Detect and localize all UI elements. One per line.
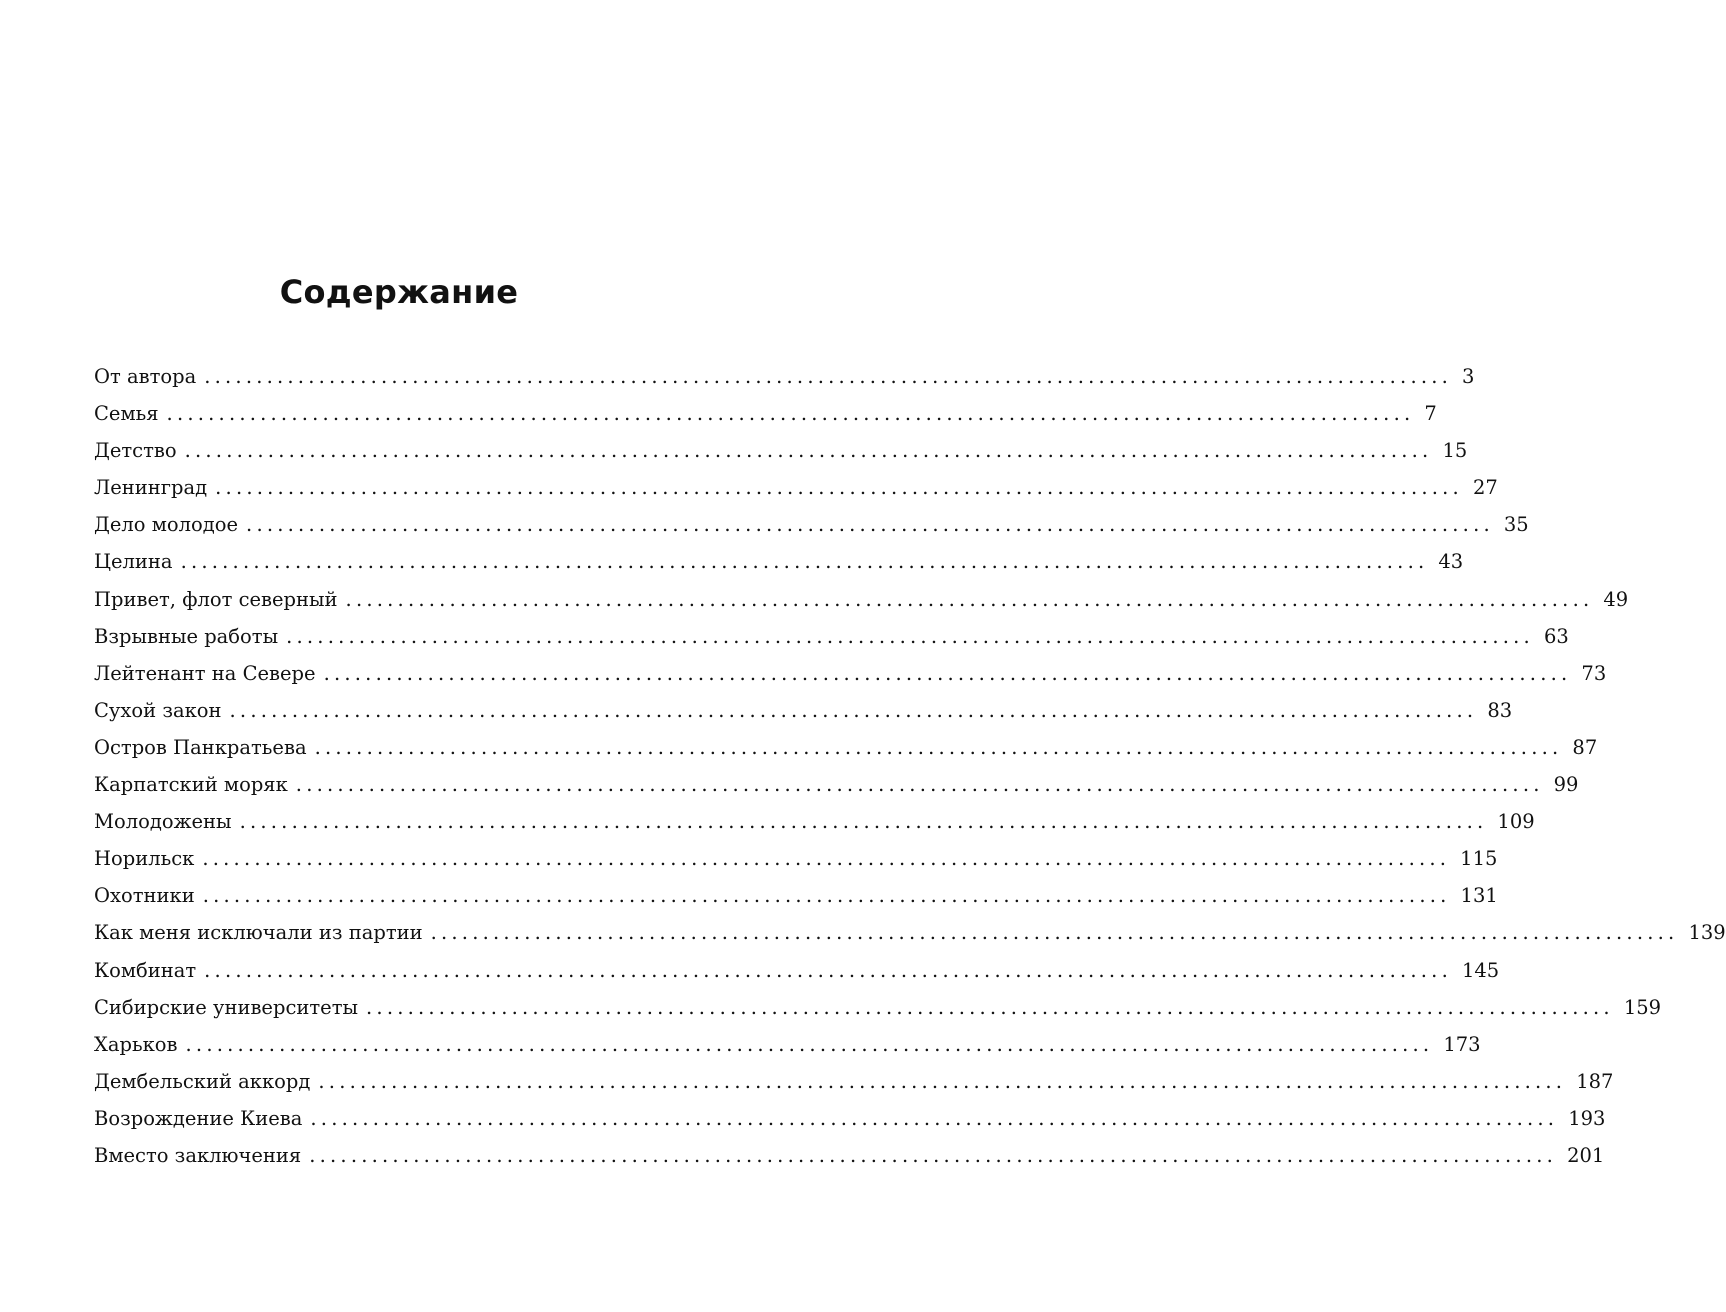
dot-leader: ........................................................................................................................ — [295, 773, 1544, 797]
toc-entry-title: Ленинград — [94, 476, 208, 500]
dot-leader: ........................................................................................................................ — [318, 1069, 1567, 1093]
dot-leader: ........................................................................................................................ — [229, 698, 1478, 722]
toc-entry-title: Остров Панкратьева — [94, 735, 307, 759]
toc-entry-page: 115 — [1460, 847, 1498, 871]
toc-entry-title: Семья — [94, 402, 159, 426]
toc-entry — [94, 581, 1629, 618]
toc-entry-title: Комбинат — [94, 958, 197, 982]
toc-entry-title: Охотники — [94, 884, 195, 908]
toc-entry-page: 173 — [1443, 1032, 1481, 1056]
toc-entry-page: 3 — [1462, 365, 1475, 388]
toc-entry-title: Детство — [94, 439, 177, 463]
toc-entry-page: 27 — [1472, 476, 1498, 500]
dot-leader: ........................................................................................................................ — [430, 921, 1679, 945]
toc-entry-title: Дембельский аккорд — [94, 1069, 311, 1093]
toc-entry-page: 131 — [1460, 884, 1498, 908]
toc-entry-page: 83 — [1487, 698, 1513, 722]
toc-entry — [94, 877, 1498, 914]
toc-entry-title: От автора — [94, 365, 197, 388]
toc-entry — [94, 395, 1437, 432]
toc-entry-title: Привет, флот северный — [94, 587, 338, 611]
toc-entry-page: 87 — [1572, 735, 1598, 759]
dot-leader: ........................................................................................................................ — [184, 439, 1433, 463]
toc-entry — [94, 766, 1579, 803]
toc-entry-page: 15 — [1442, 439, 1468, 463]
dot-leader: ........................................................................................................................ — [185, 1032, 1434, 1056]
dot-leader: ........................................................................................................................ — [310, 1106, 1559, 1130]
toc-entry — [94, 655, 1607, 692]
toc-entry-title: Как меня исключали из партии — [94, 921, 423, 945]
toc-entry-page: 7 — [1424, 402, 1437, 426]
dot-leader: ........................................................................................................................ — [309, 1143, 1558, 1167]
toc-entry-page: 193 — [1568, 1106, 1606, 1130]
toc-entry — [94, 692, 1513, 729]
toc-entry — [94, 358, 1475, 395]
dot-leader: ........................................................................................................................ — [180, 550, 1429, 574]
table-of-contents — [94, 358, 1726, 1174]
toc-entry — [94, 952, 1500, 989]
toc-entry-title: Сибирские университеты — [94, 995, 359, 1019]
toc-entry — [94, 803, 1535, 840]
toc-entry-page: 49 — [1603, 587, 1629, 611]
toc-entry — [94, 506, 1529, 543]
toc-entry — [94, 1100, 1606, 1137]
toc-entry-title: Целина — [94, 550, 173, 574]
dot-leader: ........................................................................................................................ — [204, 365, 1453, 388]
dot-leader: ........................................................................................................................ — [314, 735, 1563, 759]
toc-entry — [94, 432, 1468, 469]
toc-entry-page: 187 — [1576, 1069, 1614, 1093]
dot-leader: ........................................................................................................................ — [366, 995, 1614, 1019]
toc-entry-title: Карпатский моряк — [94, 773, 288, 797]
toc-entry-title: Возрождение Киева — [94, 1106, 303, 1130]
dot-leader: ........................................................................................................................ — [215, 476, 1463, 500]
toc-entry-page: 63 — [1543, 624, 1569, 648]
toc-entry-title: Харьков — [94, 1032, 178, 1056]
toc-entry-page: 43 — [1438, 550, 1464, 574]
toc-entry-page: 145 — [1461, 958, 1500, 982]
toc-entry — [94, 840, 1498, 877]
toc-entry — [94, 1137, 1605, 1174]
dot-leader: ........................................................................................................................ — [202, 884, 1451, 908]
toc-entry — [94, 469, 1498, 506]
toc-entry — [94, 618, 1569, 655]
toc-entry — [94, 543, 1464, 580]
toc-entry-page: 109 — [1497, 810, 1535, 834]
page-title: Содержание — [279, 273, 519, 311]
toc-entry-page: 99 — [1553, 773, 1579, 797]
toc-entry — [94, 914, 1726, 951]
dot-leader: ........................................................................................................................ — [246, 513, 1494, 537]
toc-entry-title: Взрывные работы — [94, 624, 279, 648]
toc-entry-title: Дело молодое — [94, 513, 239, 537]
toc-entry-page: 159 — [1623, 995, 1662, 1019]
toc-entry-page: 73 — [1581, 661, 1607, 685]
dot-leader: ........................................................................................................................ — [166, 402, 1415, 426]
toc-entry — [94, 989, 1662, 1026]
toc-entry-page: 139 — [1688, 921, 1726, 945]
toc-entry-page: 201 — [1567, 1143, 1605, 1167]
toc-entry-title: Лейтенант на Севере — [94, 661, 316, 685]
dot-leader: ........................................................................................................................ — [239, 810, 1488, 834]
toc-entry-title: Норильск — [94, 847, 195, 871]
dot-leader: ........................................................................................................................ — [323, 661, 1572, 685]
toc-entry-title: Вместо заключения — [94, 1143, 302, 1167]
toc-entry-title: Сухой закон — [94, 698, 222, 722]
dot-leader: ........................................................................................................................ — [202, 847, 1451, 871]
dot-leader: ........................................................................................................................ — [204, 958, 1452, 982]
toc-entry-title: Молодожены — [94, 810, 232, 834]
toc-entry-page: 35 — [1503, 513, 1529, 537]
toc-entry — [94, 729, 1598, 766]
dot-leader: ........................................................................................................................ — [345, 587, 1594, 611]
toc-entry — [94, 1063, 1614, 1100]
dot-leader: ........................................................................................................................ — [286, 624, 1534, 648]
toc-entry — [94, 1026, 1481, 1063]
